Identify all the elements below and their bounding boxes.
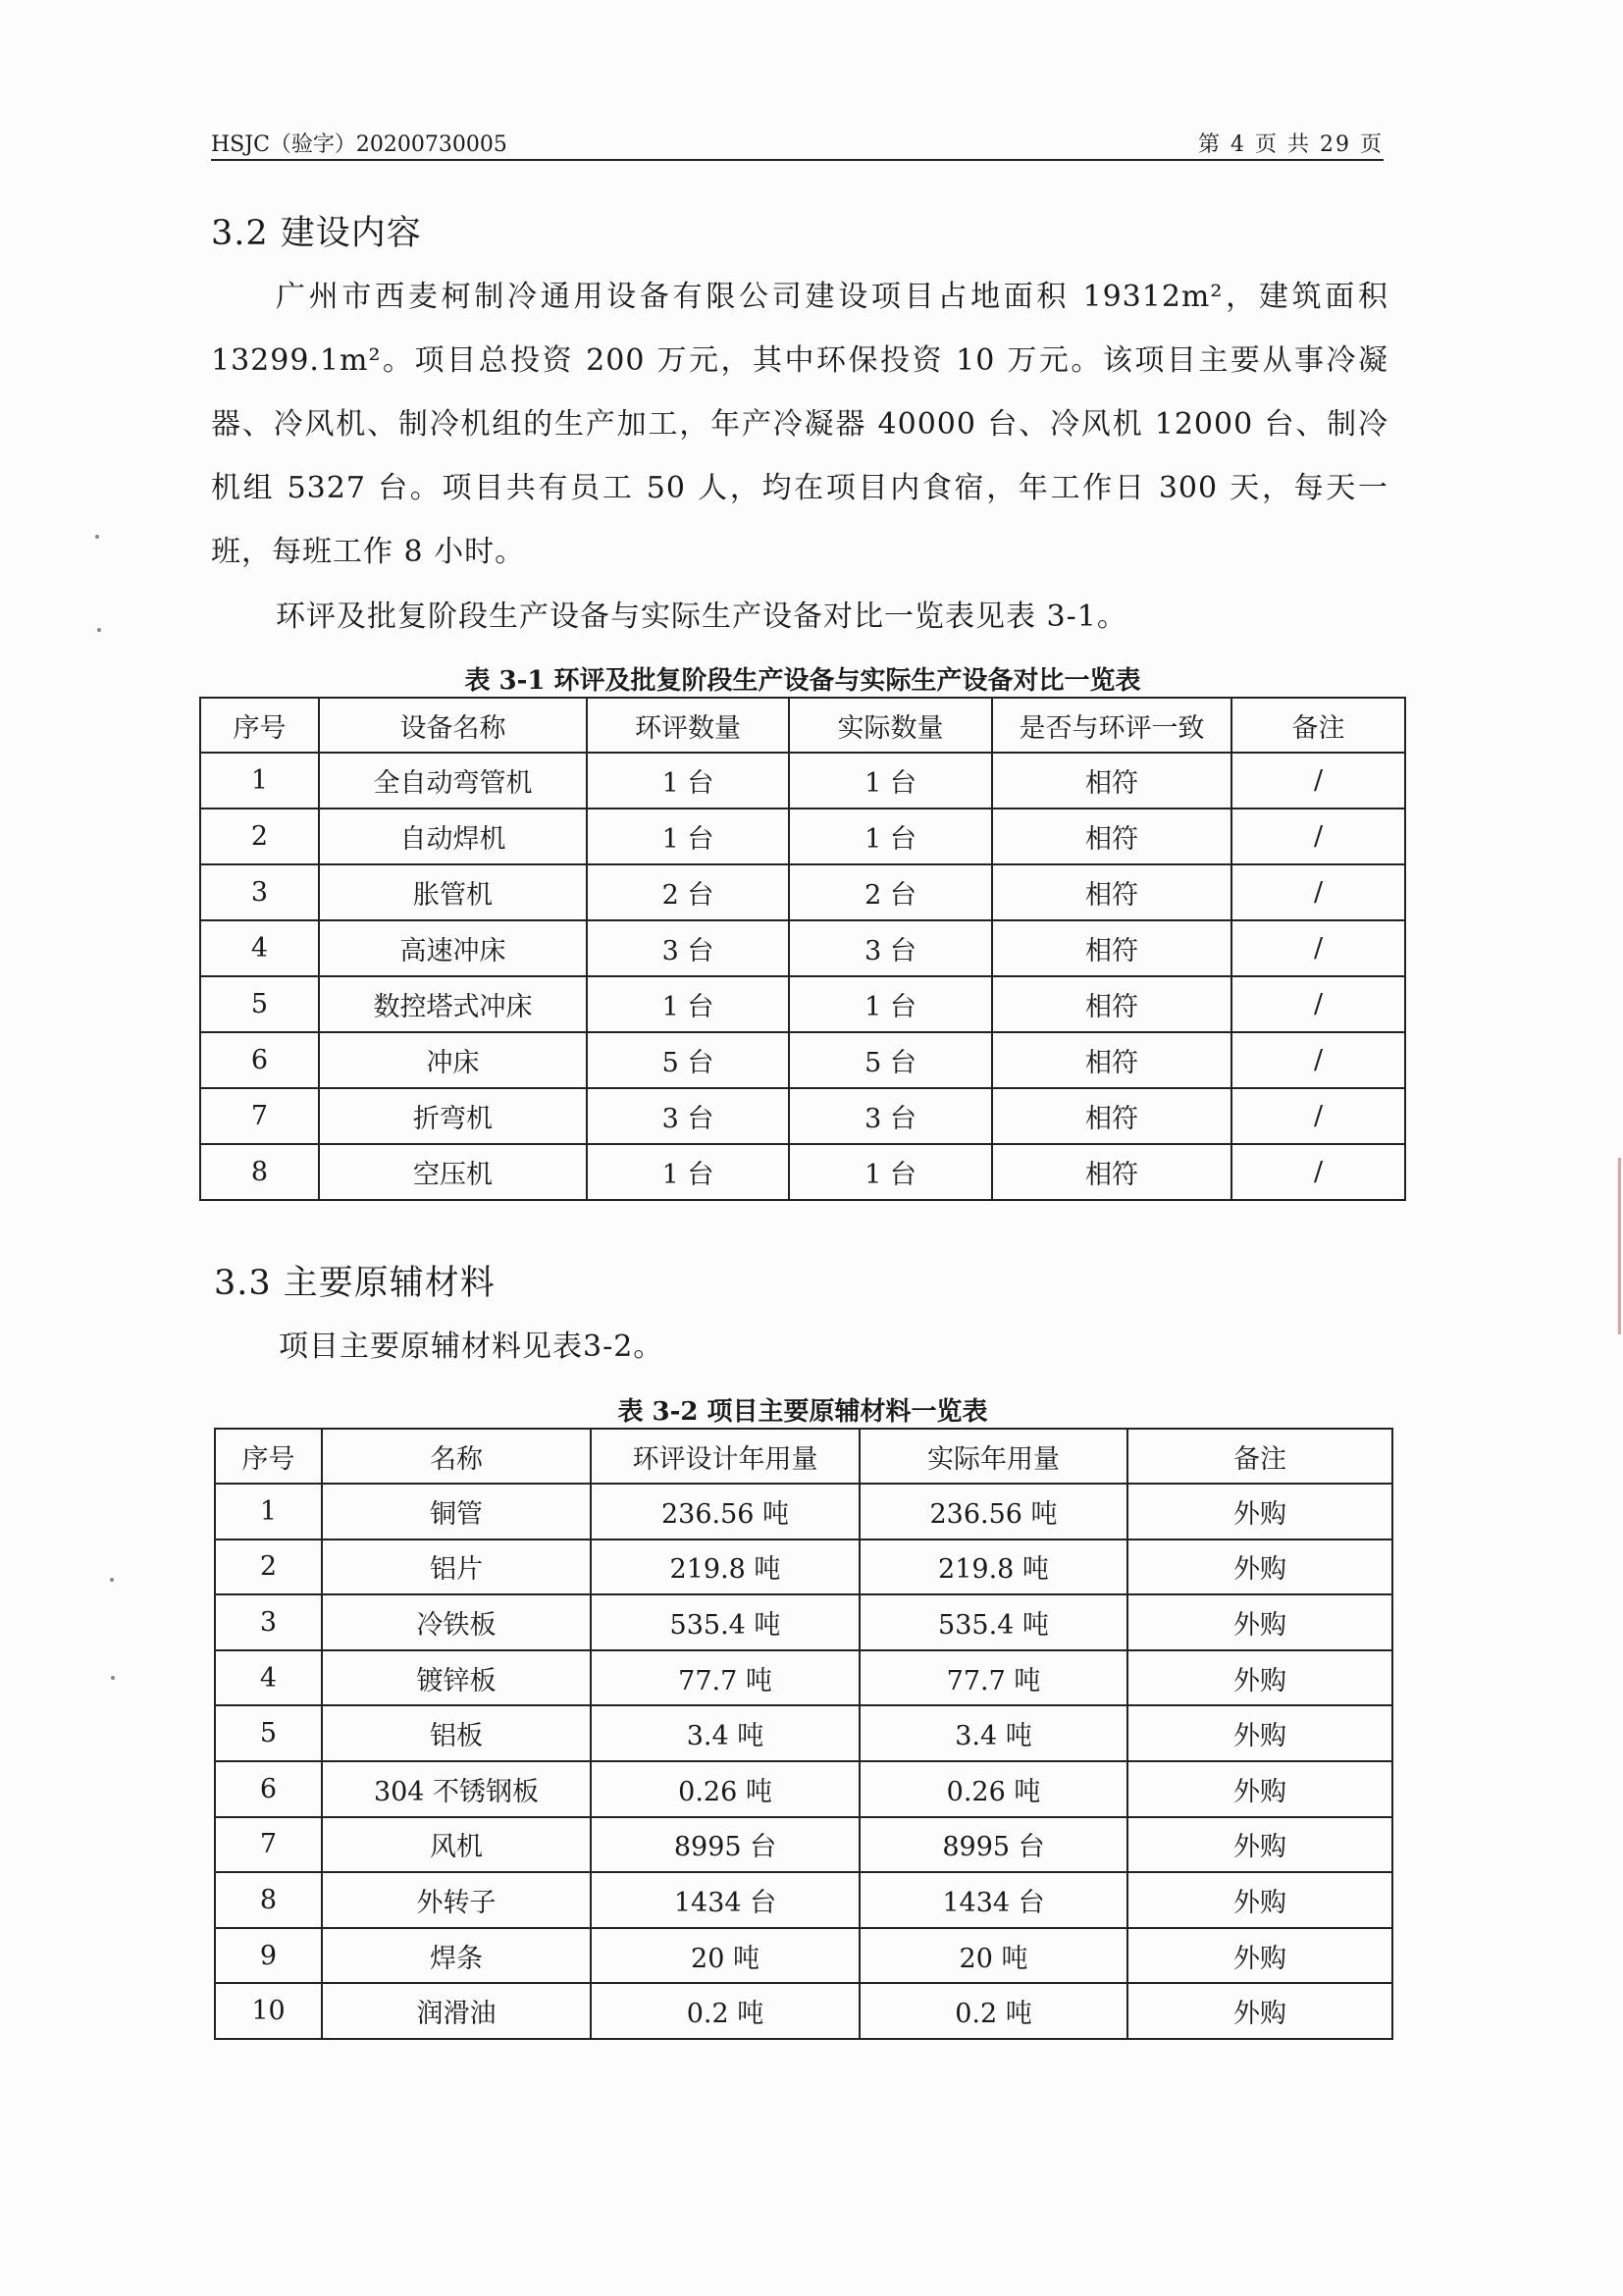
table-row xyxy=(215,1872,1392,1928)
table-cell: 3.4 吨 xyxy=(860,1705,1127,1761)
table-cell: 自动焊机 xyxy=(319,809,587,864)
table-cell: 20 吨 xyxy=(860,1928,1127,1984)
table-cell: 相符 xyxy=(992,753,1231,809)
table-row xyxy=(200,753,1405,809)
table-cell: 焊条 xyxy=(322,1928,591,1984)
table-cell: 5 xyxy=(200,976,319,1032)
table-cell: 风机 xyxy=(322,1817,591,1873)
table-row xyxy=(215,1817,1392,1873)
table-row xyxy=(215,1539,1392,1595)
table-cell: 外转子 xyxy=(322,1872,591,1928)
table-cell: 外购 xyxy=(1127,1928,1392,1984)
table-cell: 236.56 吨 xyxy=(860,1484,1127,1539)
table-cell: 1 台 xyxy=(587,753,789,809)
column-header: 备注 xyxy=(1127,1429,1392,1484)
scan-speck xyxy=(110,1578,114,1582)
table-cell: 相符 xyxy=(992,1144,1231,1200)
table-cell: 外购 xyxy=(1127,1594,1392,1650)
table-cell: 1 台 xyxy=(789,1144,992,1200)
table-row xyxy=(215,1928,1392,1984)
table-cell: 空压机 xyxy=(319,1144,587,1200)
table-cell: 5 台 xyxy=(587,1032,789,1088)
table-cell: 润滑油 xyxy=(322,1983,591,2039)
table-cell: 8995 台 xyxy=(591,1817,860,1873)
table-cell: 219.8 吨 xyxy=(860,1539,1127,1595)
table-cell: 0.2 吨 xyxy=(860,1983,1127,2039)
table-cell: 3 台 xyxy=(587,1088,789,1144)
table-3-2-caption: 表 3-2 项目主要原辅材料一览表 xyxy=(617,1397,988,1427)
scan-speck xyxy=(111,1676,115,1680)
equipment-comparison-table xyxy=(199,697,1406,1201)
table-cell: 相符 xyxy=(992,1032,1231,1088)
table-cell: 2 xyxy=(215,1539,322,1595)
table-cell: 1 台 xyxy=(587,976,789,1032)
section-title-3-3: 3.3 主要原辅材料 xyxy=(214,1264,496,1303)
scan-speck xyxy=(97,628,101,632)
table-cell: 9 xyxy=(215,1928,322,1984)
table-row xyxy=(215,1705,1392,1761)
column-header: 实际年用量 xyxy=(860,1429,1127,1484)
table-cell: 1 台 xyxy=(789,809,992,864)
table-cell: 4 xyxy=(200,920,319,976)
section-title-3-2: 3.2 建设内容 xyxy=(211,214,422,253)
table-cell: 相符 xyxy=(992,920,1231,976)
table-cell: 8995 台 xyxy=(860,1817,1127,1873)
table-cell: 外购 xyxy=(1127,1983,1392,2039)
table-cell: 0.26 吨 xyxy=(860,1761,1127,1817)
table-cell: 20 吨 xyxy=(591,1928,860,1984)
table-cell: 77.7 吨 xyxy=(860,1650,1127,1706)
table-cell: / xyxy=(1231,976,1405,1032)
table-row xyxy=(215,1484,1392,1539)
table-cell: 冲床 xyxy=(319,1032,587,1088)
table-cell: / xyxy=(1231,753,1405,809)
table-cell: 3 xyxy=(200,864,319,920)
table-row xyxy=(215,1983,1392,2039)
table-cell: 10 xyxy=(215,1983,322,2039)
table-cell: 冷铁板 xyxy=(322,1594,591,1650)
table-cell: 8 xyxy=(200,1144,319,1200)
table-cell: / xyxy=(1231,1144,1405,1200)
table-cell: 外购 xyxy=(1127,1817,1392,1873)
table-cell: 1 台 xyxy=(789,976,992,1032)
table-cell: 6 xyxy=(200,1032,319,1088)
table-cell: 535.4 吨 xyxy=(591,1594,860,1650)
table-cell: / xyxy=(1231,864,1405,920)
table-row xyxy=(200,809,1405,864)
table-cell: 535.4 吨 xyxy=(860,1594,1127,1650)
table-header-row xyxy=(200,698,1405,753)
column-header: 环评设计年用量 xyxy=(591,1429,860,1484)
table-cell: 3 xyxy=(215,1594,322,1650)
column-header: 备注 xyxy=(1231,698,1405,753)
scan-speck xyxy=(95,535,99,539)
table-3-2-reference-text: 项目主要原辅材料见表3-2。 xyxy=(279,1330,664,1364)
table-row xyxy=(200,1088,1405,1144)
table-row xyxy=(200,976,1405,1032)
column-header: 序号 xyxy=(200,698,319,753)
table-cell: 相符 xyxy=(992,864,1231,920)
table-cell: 镀锌板 xyxy=(322,1650,591,1706)
table-cell: 外购 xyxy=(1127,1705,1392,1761)
table-cell: 6 xyxy=(215,1761,322,1817)
table-cell: 304 不锈钢板 xyxy=(322,1761,591,1817)
table-cell: 1434 台 xyxy=(860,1872,1127,1928)
table-cell: 2 台 xyxy=(587,864,789,920)
table-cell: 0.26 吨 xyxy=(591,1761,860,1817)
table-cell: 2 台 xyxy=(789,864,992,920)
table-cell: 折弯机 xyxy=(319,1088,587,1144)
table-cell: 1 台 xyxy=(587,809,789,864)
table-row xyxy=(200,920,1405,976)
table-cell: 219.8 吨 xyxy=(591,1539,860,1595)
table-row xyxy=(215,1761,1392,1817)
table-3-2-reference xyxy=(214,1315,1391,1379)
table-cell: 相符 xyxy=(992,976,1231,1032)
table-cell: / xyxy=(1231,809,1405,864)
table-3-1-caption: 表 3-1 环评及批复阶段生产设备与实际生产设备对比一览表 xyxy=(464,666,1141,696)
table-row xyxy=(215,1594,1392,1650)
table-row xyxy=(200,1032,1405,1088)
page-header xyxy=(211,126,1384,161)
table-cell: 铝片 xyxy=(322,1539,591,1595)
document-id: HSJC（验字）20200730005 xyxy=(211,132,507,157)
table-cell: 7 xyxy=(200,1088,319,1144)
table-cell: 0.2 吨 xyxy=(591,1983,860,2039)
column-header: 环评数量 xyxy=(587,698,789,753)
table-cell: 相符 xyxy=(992,809,1231,864)
table-cell: / xyxy=(1231,1032,1405,1088)
column-header: 设备名称 xyxy=(319,698,587,753)
table-cell: / xyxy=(1231,920,1405,976)
table-3-1-reference-text: 环评及批复阶段生产设备与实际生产设备对比一览表见表 3-1。 xyxy=(276,600,1127,634)
table-cell: 铜管 xyxy=(322,1484,591,1539)
column-header: 名称 xyxy=(322,1429,591,1484)
column-header: 是否与环评一致 xyxy=(992,698,1231,753)
table-cell: / xyxy=(1231,1088,1405,1144)
column-header: 实际数量 xyxy=(789,698,992,753)
table-cell: 5 xyxy=(215,1705,322,1761)
table-cell: 外购 xyxy=(1127,1539,1392,1595)
section-3-2-paragraph xyxy=(211,265,1388,584)
table-cell: 外购 xyxy=(1127,1650,1392,1706)
raw-materials-table xyxy=(214,1428,1393,2040)
table-cell: 胀管机 xyxy=(319,864,587,920)
table-cell: 3 台 xyxy=(587,920,789,976)
table-cell: 1 台 xyxy=(587,1144,789,1200)
table-cell: 外购 xyxy=(1127,1872,1392,1928)
table-cell: 236.56 吨 xyxy=(591,1484,860,1539)
table-cell: 外购 xyxy=(1127,1484,1392,1539)
table-cell: 3 台 xyxy=(789,920,992,976)
table-header-row xyxy=(215,1429,1392,1484)
table-cell: 数控塔式冲床 xyxy=(319,976,587,1032)
table-cell: 1 台 xyxy=(789,753,992,809)
table-row xyxy=(200,1144,1405,1200)
table-cell: 77.7 吨 xyxy=(591,1650,860,1706)
table-cell: 铝板 xyxy=(322,1705,591,1761)
table-cell: 5 台 xyxy=(789,1032,992,1088)
table-cell: 1 xyxy=(200,753,319,809)
table-cell: 3.4 吨 xyxy=(591,1705,860,1761)
table-cell: 1434 台 xyxy=(591,1872,860,1928)
section-3-2-paragraph-text: 广州市西麦柯制冷通用设备有限公司建设项目占地面积 19312m²，建筑面积 13299.1m²。项目总投资 200 万元，其中环保投资 10 万元。该项目主要从事冷凝器、冷风机、制冷机组的生产加工，年产冷凝器 40000 台、冷风机 12000 台、制冷机组 5327 台。项目共有员工 50 人，均在项目内食宿，年工作日 300 天，每天一班，每班工作 8 小时。 xyxy=(211,280,1388,569)
table-cell: 全自动弯管机 xyxy=(319,753,587,809)
table-cell: 2 xyxy=(200,809,319,864)
column-header: 序号 xyxy=(215,1429,322,1484)
table-cell: 3 台 xyxy=(789,1088,992,1144)
page-number: 第 4 页 共 29 页 xyxy=(1198,132,1384,157)
scan-edge-mark xyxy=(1618,1158,1621,1334)
table-cell: 7 xyxy=(215,1817,322,1873)
table-3-1-reference xyxy=(211,585,1388,649)
table-cell: 外购 xyxy=(1127,1761,1392,1817)
table-cell: 4 xyxy=(215,1650,322,1706)
table-row xyxy=(215,1650,1392,1706)
table-cell: 相符 xyxy=(992,1088,1231,1144)
table-row xyxy=(200,864,1405,920)
table-cell: 高速冲床 xyxy=(319,920,587,976)
table-cell: 1 xyxy=(215,1484,322,1539)
table-cell: 8 xyxy=(215,1872,322,1928)
